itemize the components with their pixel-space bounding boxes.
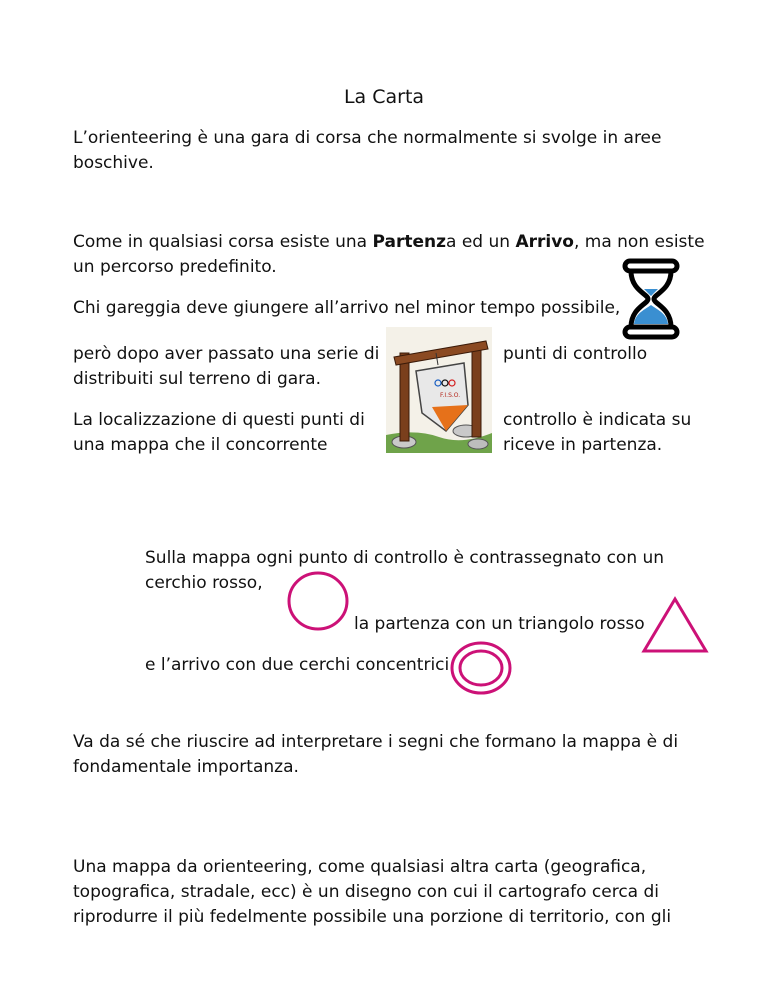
map-line-1: Una mappa da orienteering, come qualsiasi altra carta (geografica, — [73, 857, 647, 877]
left-col-line-2: distribuiti sul terreno di gara. — [73, 369, 321, 389]
symbols-line-1: Sulla mappa ogni punto di controllo è contrassegnato con un — [145, 548, 665, 568]
para2-post: , ma non esiste — [573, 232, 705, 252]
right-col-line-2: controllo è indicata su — [503, 410, 692, 430]
left-col-line-3: La localizzazione di questi punti di — [73, 410, 365, 430]
left-col-line-1: però dopo aver passato una serie di — [73, 344, 380, 364]
partenza-bold: Partenz — [372, 232, 447, 252]
map-line-3: riprodurre il più fedelmente possibile una porzione di territorio, con gli — [73, 907, 672, 927]
para2-pre: Come in qualsiasi corsa esiste una — [73, 232, 373, 252]
page-title: La Carta — [343, 86, 425, 108]
start-triangle-icon — [641, 596, 709, 654]
flag-label: F.I.S.O. — [440, 392, 461, 399]
right-col-line-1: punti di controllo — [503, 344, 648, 364]
intro-line-1: L’orienteering è una gara di corsa che normalmente si svolge in aree — [73, 128, 662, 148]
para2-line-2: un percorso predefinito. — [73, 257, 277, 277]
interpret-line-1: Va da sé che riuscire ad interpretare i segni che formano la mappa è di — [73, 732, 679, 752]
control-point-circle-icon — [286, 570, 350, 632]
right-col-line-3: riceve in partenza. — [503, 435, 663, 455]
control-flag-illustration — [386, 327, 492, 453]
finish-concentric-circles-icon — [449, 640, 513, 696]
para3-line: Chi gareggia deve giungere all’arrivo nel minor tempo possibile, — [73, 298, 621, 318]
partenza-rest: a ed un — [446, 232, 516, 252]
intro-line-2: boschive. — [73, 153, 154, 173]
symbols-line-3: la partenza con un triangolo rosso — [354, 614, 645, 634]
symbols-line-4: e l’arrivo con due cerchi concentrici — [145, 655, 450, 675]
arrivo-bold: Arrivo — [515, 232, 574, 252]
hourglass-icon — [622, 258, 680, 340]
left-col-line-4: una mappa che il concorrente — [73, 435, 328, 455]
map-line-2: topografica, stradale, ecc) è un disegno con cui il cartografo cerca di — [73, 882, 660, 902]
para2-line-1 — [73, 230, 705, 255]
symbols-line-2: cerchio rosso, — [145, 573, 263, 593]
interpret-line-2: fondamentale importanza. — [73, 757, 299, 777]
